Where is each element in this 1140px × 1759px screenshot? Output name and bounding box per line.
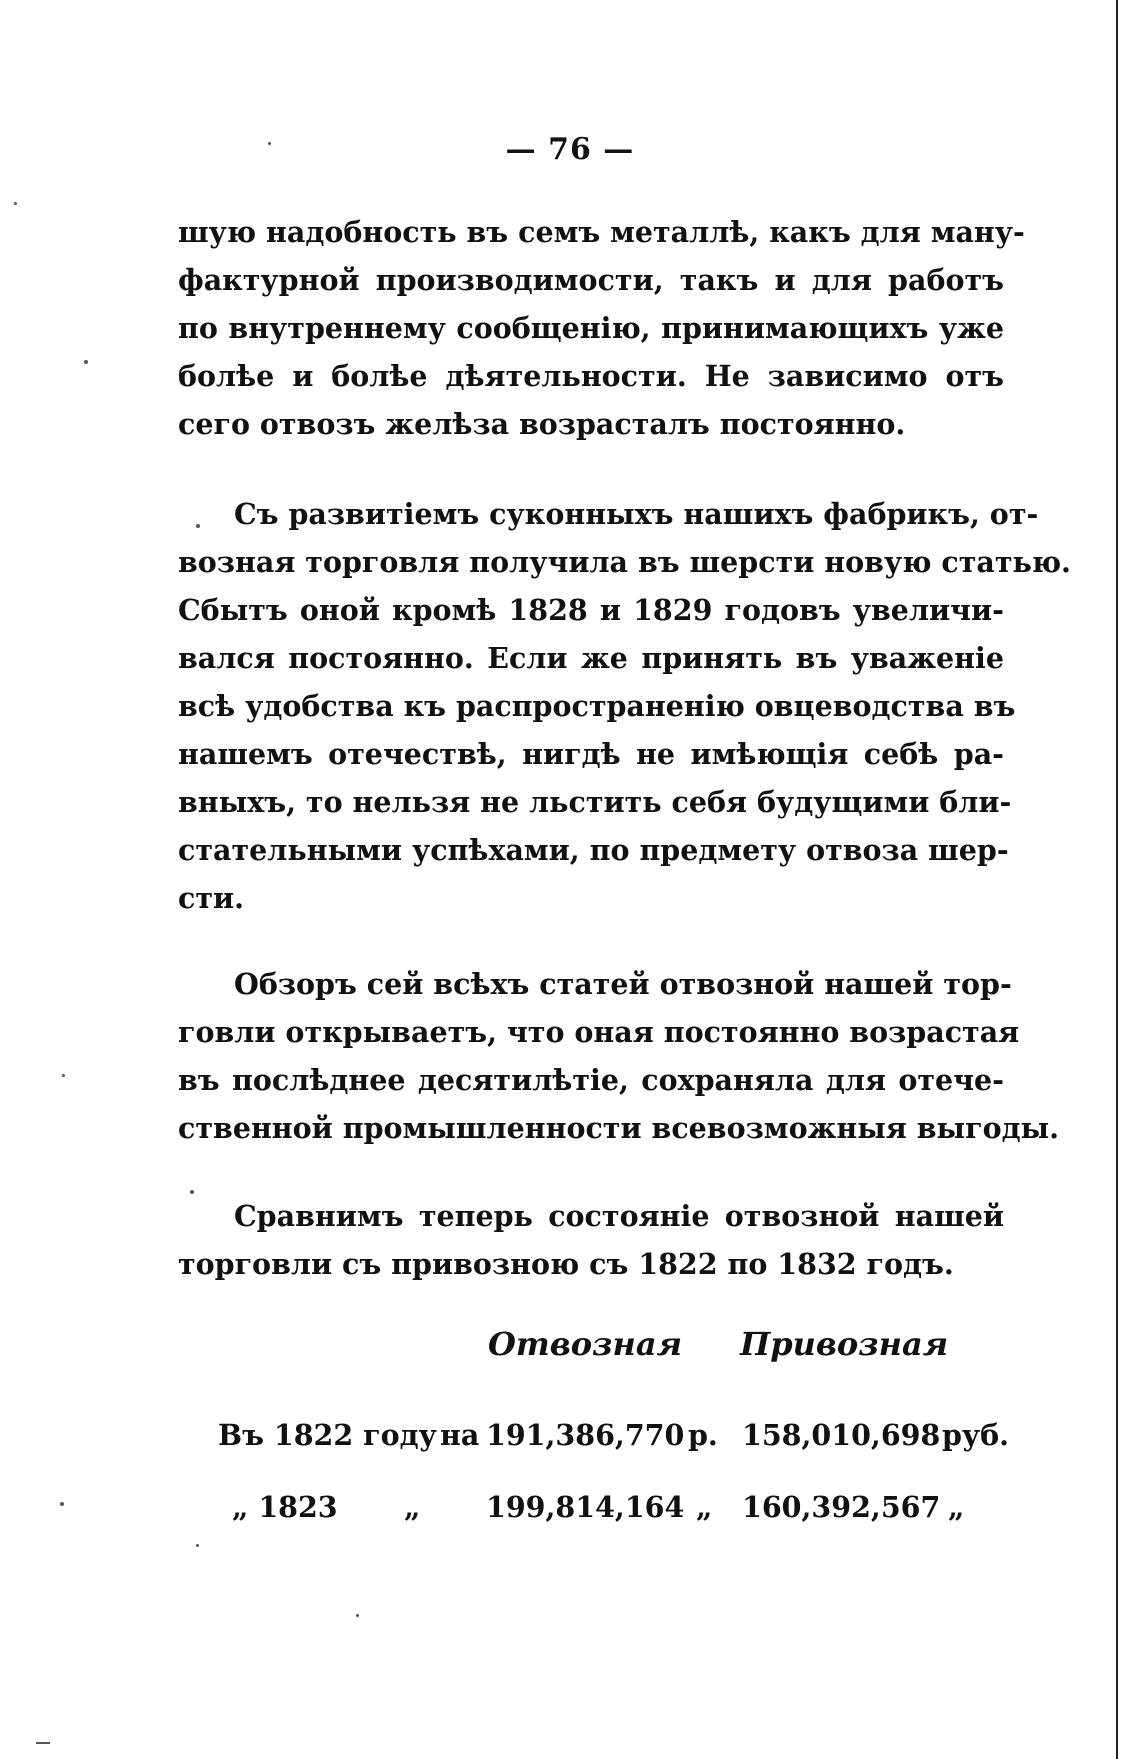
page-edge-line	[1116, 0, 1118, 1759]
text-line: въ послѣднее десятилѣтіе, сохраняла для отече-	[178, 1063, 1004, 1097]
text-line: фактурной производимости, такъ и для работъ	[178, 263, 1004, 297]
text-line: по внутреннему сообщенію, принимающихъ уже	[178, 311, 1004, 345]
scan-speck	[14, 202, 17, 205]
row-import-value: 158,010,698	[742, 1418, 941, 1452]
scan-speck	[196, 1544, 199, 1547]
row-na: на	[440, 1418, 480, 1452]
paragraph-2	[178, 490, 1071, 922]
text-line: ственной промышленности всевозможныя выгоды.	[178, 1111, 1060, 1145]
row-import-value: 160,392,567	[742, 1490, 941, 1524]
column-header-import: Привозная	[740, 1325, 949, 1363]
text-line: Обзоръ сей всѣхъ статей отвозной нашей тор-	[234, 967, 1012, 1001]
row-export-value: 191,386,770	[486, 1418, 685, 1452]
text-line: вался постоянно. Если же принять въ уваженіе	[178, 641, 1004, 675]
text-line: болѣе и болѣе дѣятельности. Не зависимо отъ	[178, 359, 1004, 393]
row-export-unit: р.	[688, 1418, 718, 1452]
paragraph-3	[178, 960, 1060, 1152]
text-line: вныхъ, то нельзя не льстить себя будущими бли-	[178, 785, 1012, 819]
row-na: „	[404, 1490, 421, 1524]
scan-speck	[60, 1502, 64, 1506]
text-line: Сбытъ оной кромѣ 1828 и 1829 годовъ увеличи-	[178, 593, 1004, 627]
row-year: Въ 1822 году	[218, 1418, 437, 1452]
text-line: Съ развитіемъ суконныхъ нашихъ фабрикъ, от-	[234, 497, 1039, 531]
row-import-unit: руб.	[942, 1418, 1010, 1452]
row-year: „ 1823	[232, 1490, 338, 1524]
page-number: — 76 —	[505, 132, 635, 167]
text-line: сти.	[178, 881, 245, 915]
row-export-unit: „	[696, 1490, 713, 1524]
paragraph-1	[178, 208, 1025, 448]
scan-speck	[84, 360, 88, 364]
row-export-value: 199,814,164	[486, 1490, 685, 1524]
scan-speck	[62, 1074, 65, 1077]
paragraph-4	[178, 1192, 1004, 1288]
scan-speck	[356, 1614, 359, 1617]
scan-speck	[36, 1742, 50, 1744]
text-line: всѣ удобства къ распространенію овцеводства въ	[178, 689, 1016, 723]
text-line: торговли съ привозною съ 1822 по 1832 годъ.	[178, 1247, 954, 1281]
row-import-unit: „	[948, 1490, 965, 1524]
text-line: возная торговля получила въ шерсти новую статью.	[178, 545, 1071, 579]
text-line: нашемъ отечествѣ, нигдѣ не имѣющія себѣ ра-	[178, 737, 1004, 771]
text-line: Сравнимъ теперь состояніе отвозной нашей	[234, 1199, 1004, 1233]
text-line: стательными успѣхами, по предмету отвоза шер-	[178, 833, 1009, 867]
column-header-export: Отвозная	[488, 1325, 683, 1363]
text-line: сего отвозъ желѣза возрасталъ постоянно.	[178, 407, 906, 441]
text-line: говли открываетъ, что оная постоянно возрастая	[178, 1015, 1020, 1049]
text-line: шую надобность въ семъ металлѣ, какъ для ману-	[178, 215, 1025, 249]
